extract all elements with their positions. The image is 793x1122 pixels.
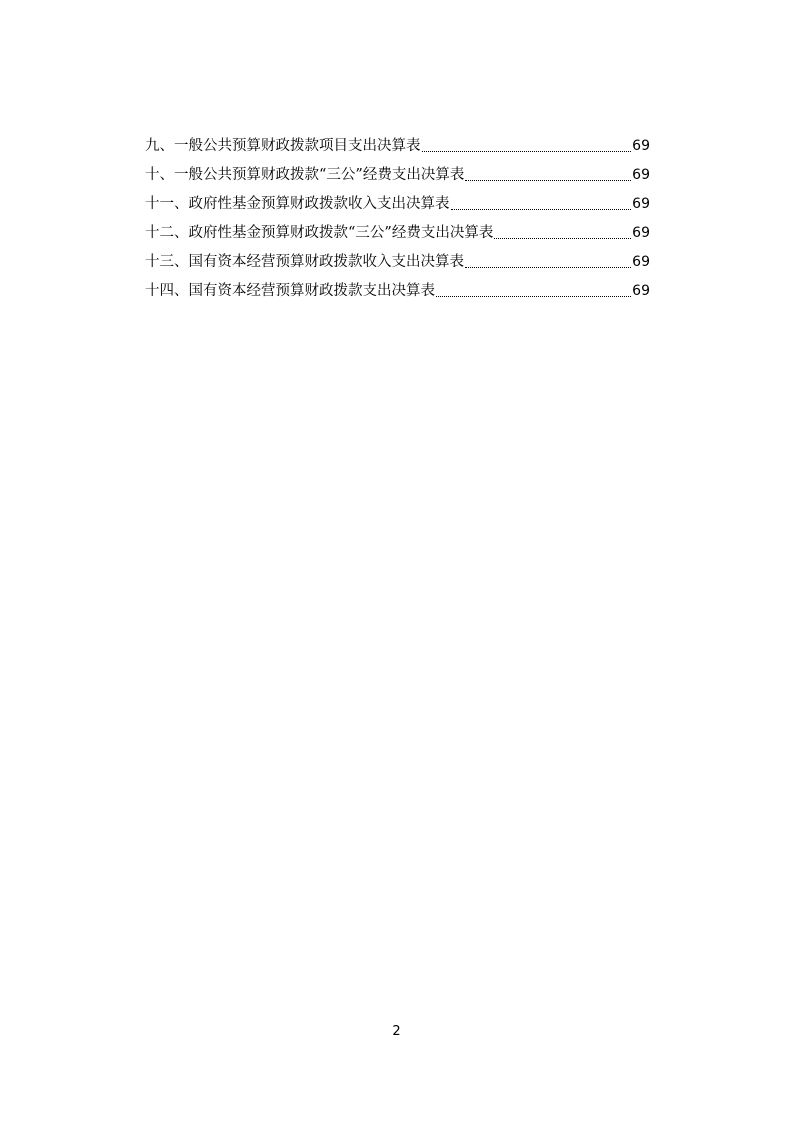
toc-dot-leader bbox=[451, 209, 632, 210]
toc-entry[interactable] bbox=[145, 132, 650, 161]
toc-entry-page: 69 bbox=[632, 196, 650, 212]
toc-entry-title: 九、一般公共预算财政拨款项目支出决算表 bbox=[145, 138, 421, 154]
toc-entry[interactable] bbox=[145, 248, 650, 277]
toc-entry[interactable] bbox=[145, 190, 650, 219]
toc-entry-page: 69 bbox=[632, 167, 650, 183]
toc-entry-page: 69 bbox=[632, 225, 650, 241]
toc-entry-title: 十、一般公共预算财政拨款“三公”经费支出决算表 bbox=[145, 167, 465, 183]
toc-dot-leader bbox=[436, 296, 631, 297]
toc-entry[interactable] bbox=[145, 219, 650, 248]
toc-entry-page: 69 bbox=[632, 283, 650, 299]
table-of-contents bbox=[145, 132, 650, 306]
toc-dot-leader bbox=[422, 151, 632, 152]
toc-entry-page: 69 bbox=[632, 254, 650, 270]
toc-dot-leader bbox=[494, 238, 631, 239]
toc-entry[interactable] bbox=[145, 277, 650, 306]
toc-entry-title: 十三、国有资本经营预算财政拨款收入支出决算表 bbox=[145, 254, 464, 270]
toc-entry[interactable] bbox=[145, 161, 650, 190]
toc-entry-title: 十二、政府性基金预算财政拨款“三公”经费支出决算表 bbox=[145, 225, 494, 241]
page-number: 2 bbox=[392, 1024, 401, 1039]
toc-entry-page: 69 bbox=[632, 138, 650, 154]
toc-dot-leader bbox=[465, 267, 631, 268]
toc-entry-title: 十四、国有资本经营预算财政拨款支出决算表 bbox=[145, 283, 435, 299]
toc-entry-title: 十一、政府性基金预算财政拨款收入支出决算表 bbox=[145, 196, 450, 212]
toc-dot-leader bbox=[465, 180, 631, 181]
